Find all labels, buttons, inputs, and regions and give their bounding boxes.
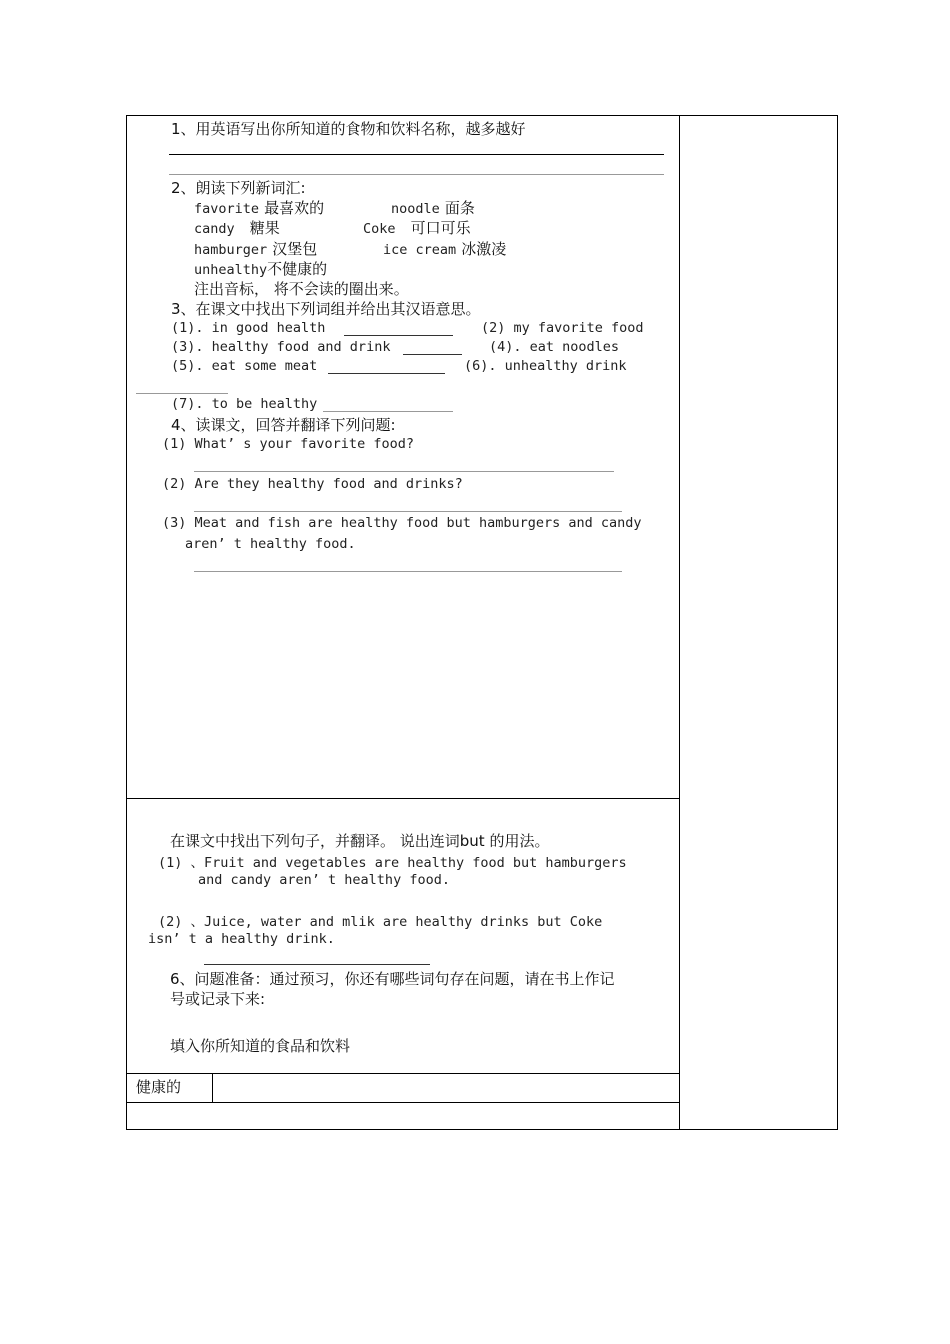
inner-table-top xyxy=(126,1073,680,1074)
vocab-cn: 糖果 xyxy=(249,219,280,237)
table-value-healthy[interactable] xyxy=(220,1076,675,1098)
vocab-cn: 最喜欢的 xyxy=(264,199,325,217)
phrase-2: (2) my favorite food xyxy=(481,320,644,336)
phrase-5: (5). eat some meat xyxy=(171,358,318,374)
question-1: 1、用英语写出你所知道的食物和饮料名称，越多越好 xyxy=(171,120,526,138)
frame-top xyxy=(126,115,838,116)
reading-answer-line-3 xyxy=(194,571,622,572)
phrase-1-blank xyxy=(344,335,453,336)
reading-question-3-cont: aren’ t healthy food. xyxy=(185,536,356,552)
vocab-cn: 可口可乐 xyxy=(410,219,471,237)
phonetic-note: 注出音标， 将不会读的圈出来。 xyxy=(194,280,409,298)
fill-title: 填入你所知道的食品和饮料 xyxy=(170,1037,351,1055)
frame-right xyxy=(837,115,838,1130)
vocab-en: favorite xyxy=(194,201,260,217)
vocab-cn: 冰激凌 xyxy=(461,240,507,258)
vocab-en: noodle xyxy=(391,201,440,217)
answer-line-1 xyxy=(169,154,664,155)
question-6-line-2: 号或记录下来: xyxy=(170,990,266,1008)
reading-question-1: (1) What’ s your favorite food? xyxy=(162,436,414,452)
vocab-en: Coke xyxy=(363,221,396,237)
phrase-1: (1). in good health xyxy=(171,320,326,336)
question-6-line-1: 6、问题准备：通过预习，你还有哪些词句存在问题，请在书上作记 xyxy=(170,970,615,988)
vocab-favorite xyxy=(194,197,324,218)
frame-left xyxy=(126,115,127,1130)
vocab-cn: 汉堡包 xyxy=(272,240,318,258)
sentence-2-line-2: isn’ t a healthy drink. xyxy=(148,931,335,947)
vocab-en: ice cream xyxy=(383,242,457,258)
inner-table-divider xyxy=(212,1073,213,1103)
vocab-candy xyxy=(194,217,280,238)
phrase-6: (6). unhealthy drink xyxy=(464,358,627,374)
question-2-title: 2、朗读下列新词汇: xyxy=(171,179,306,197)
vocab-en: candy xyxy=(194,221,235,237)
table-label-healthy: 健康的 xyxy=(136,1078,182,1096)
sentence-1-line-2: and candy aren’ t healthy food. xyxy=(198,872,450,888)
phrase-5-blank xyxy=(328,373,445,374)
section-2-intro xyxy=(170,830,549,851)
reading-question-2: (2) Are they healthy food and drinks? xyxy=(162,476,463,492)
sentence-1-line-1: (1) 、Fruit and vegetables are healthy food but hamburgers xyxy=(158,855,627,871)
sentence-2-answer-line xyxy=(204,964,430,965)
inner-table-bottom xyxy=(126,1102,680,1103)
phrase-3-blank xyxy=(403,354,462,355)
vocab-cn: 面条 xyxy=(444,199,475,217)
vocab-unhealthy xyxy=(194,258,327,279)
vocab-ice-cream xyxy=(383,238,506,259)
phrase-7-blank xyxy=(323,411,453,412)
phrase-7: (7). to be healthy xyxy=(171,396,318,412)
vocab-coke xyxy=(363,217,471,238)
vocab-cn: 不健康的 xyxy=(267,260,328,278)
vocab-hamburger xyxy=(194,238,317,259)
phrase-4: (4). eat noodles xyxy=(489,339,620,355)
vocab-en: hamburger xyxy=(194,242,268,258)
reading-answer-line-1 xyxy=(194,471,614,472)
question-3-title: 3、在课文中找出下列词组并给出其汉语意思。 xyxy=(171,300,481,318)
vocab-noodle xyxy=(391,197,475,218)
sentence-2-line-1: (2) 、Juice, water and mlik are healthy drinks but Coke xyxy=(158,914,603,930)
reading-answer-line-2 xyxy=(194,511,622,512)
phrase-3: (3). healthy food and drink xyxy=(171,339,391,355)
vocab-en: unhealthy xyxy=(194,262,268,278)
column-divider xyxy=(679,115,680,1130)
intro-text: 在课文中找出下列句子，并翻译。 说出连词but 的用法。 xyxy=(170,832,550,850)
frame-bottom xyxy=(126,1129,838,1130)
question-4-title: 4、读课文，回答并翻译下列问题: xyxy=(171,416,396,434)
phrase-6-blank xyxy=(136,393,228,394)
row-divider xyxy=(126,798,680,799)
reading-question-3: (3) Meat and fish are healthy food but hamburgers and candy xyxy=(162,515,642,531)
answer-line-2 xyxy=(169,174,664,175)
